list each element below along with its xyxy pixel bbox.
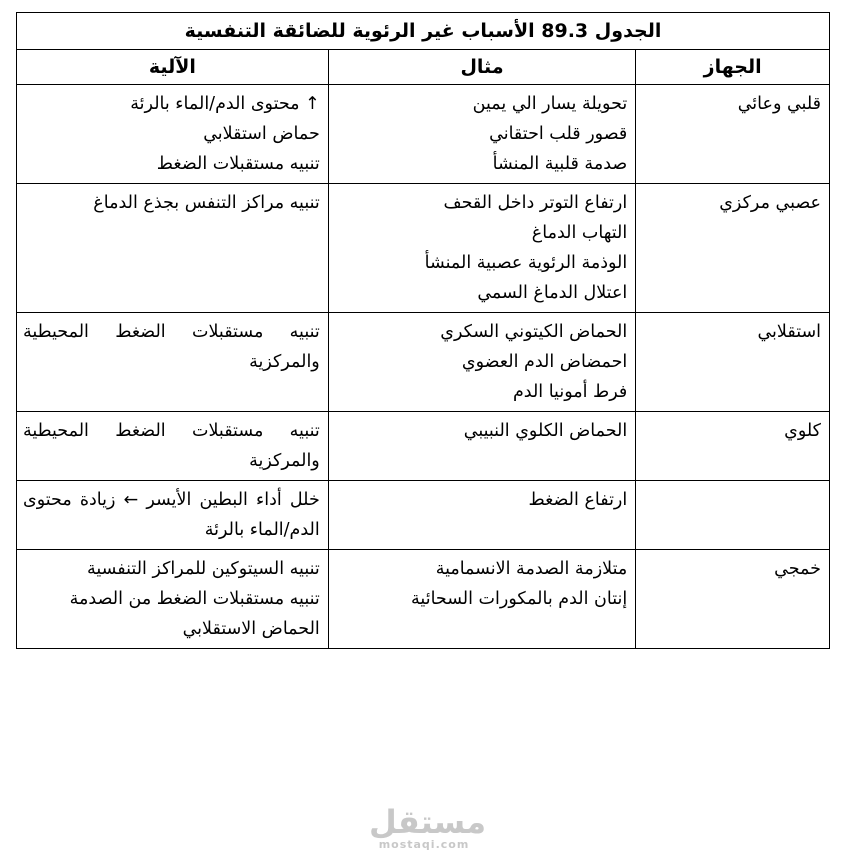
example-line: الوذمة الرئوية عصبية المنشأ [424, 253, 628, 273]
mechanism-line: تنبيه مستقبلات الضغط [156, 154, 320, 174]
example-line: احمضاض الدم العضوي [461, 352, 628, 372]
mechanism-cell [17, 184, 329, 313]
device-cell: كلوي [636, 412, 830, 481]
table-row [17, 184, 830, 313]
example-line: ارتفاع الضغط [528, 490, 628, 510]
watermark-arabic: مستقل [369, 803, 487, 841]
header-example: مثال [328, 50, 635, 85]
mechanism-line: تنبيه مستقبلات الضغط المحيطية والمركزية [23, 421, 320, 471]
example-line: اعتلال الدماغ السمي [477, 283, 628, 303]
header-device: الجهاز [636, 50, 830, 85]
example-line: تحويلة يسار الي يمين [472, 94, 628, 114]
mechanism-line: الحماض الاستقلابي [182, 619, 320, 639]
mechanism-line: خلل أداء البطين الأيسر ← زيادة محتوى الدم/الماء بالرئة [23, 490, 320, 540]
example-line: صدمة قلبية المنشأ [492, 154, 628, 174]
table-row [17, 85, 830, 184]
mechanism-cell [17, 313, 329, 412]
header-mechanism: الآلية [17, 50, 329, 85]
example-cell [328, 313, 635, 412]
mechanism-line: حماض استقلابي [203, 124, 320, 144]
table-row [17, 412, 830, 481]
table-row [17, 550, 830, 649]
mechanism-line: تنبيه مراكز التنفس بجذع الدماغ [93, 193, 320, 213]
watermark-latin: mostaqi.com [378, 838, 470, 851]
example-cell [328, 184, 635, 313]
example-cell [328, 481, 635, 550]
device-cell: خمجي [636, 550, 830, 649]
table-row [17, 313, 830, 412]
example-cell [328, 550, 635, 649]
table-title: الجدول 89.3 الأسباب غير الرئوية للضائقة التنفسية [17, 13, 830, 50]
mechanism-cell [17, 550, 329, 649]
mechanism-line: تنبيه السيتوكين للمراكز التنفسية [87, 559, 320, 579]
example-line: ارتفاع التوتر داخل القحف [443, 193, 628, 213]
device-cell: قلبي وعائي [636, 85, 830, 184]
example-cell [328, 412, 635, 481]
mechanism-line: تنبيه مستقبلات الضغط من الصدمة [69, 589, 320, 609]
respiratory-distress-table [16, 12, 830, 649]
example-cell [328, 85, 635, 184]
example-line: الحماض الكيتوني السكري [440, 322, 628, 342]
example-line: إنتان الدم بالمكورات السحائية [411, 589, 628, 609]
example-line: قصور قلب احتقاني [489, 124, 628, 144]
example-line: فرط أمونيا الدم [512, 382, 628, 402]
mechanism-line: ↑ محتوى الدم/الماء بالرئة [130, 94, 320, 114]
table-row [17, 481, 830, 550]
example-line: التهاب الدماغ [531, 223, 628, 243]
example-line: الحماض الكلوي النبيبي [463, 421, 628, 441]
example-line: متلازمة الصدمة الانسمامية [435, 559, 628, 579]
mechanism-cell [17, 85, 329, 184]
device-cell [636, 481, 830, 550]
site-watermark [369, 803, 487, 851]
mechanism-cell [17, 481, 329, 550]
device-cell: استقلابي [636, 313, 830, 412]
table-header-row [17, 50, 830, 85]
device-cell: عصبي مركزي [636, 184, 830, 313]
mechanism-line: تنبيه مستقبلات الضغط المحيطية والمركزية [23, 322, 320, 372]
mechanism-cell [17, 412, 329, 481]
